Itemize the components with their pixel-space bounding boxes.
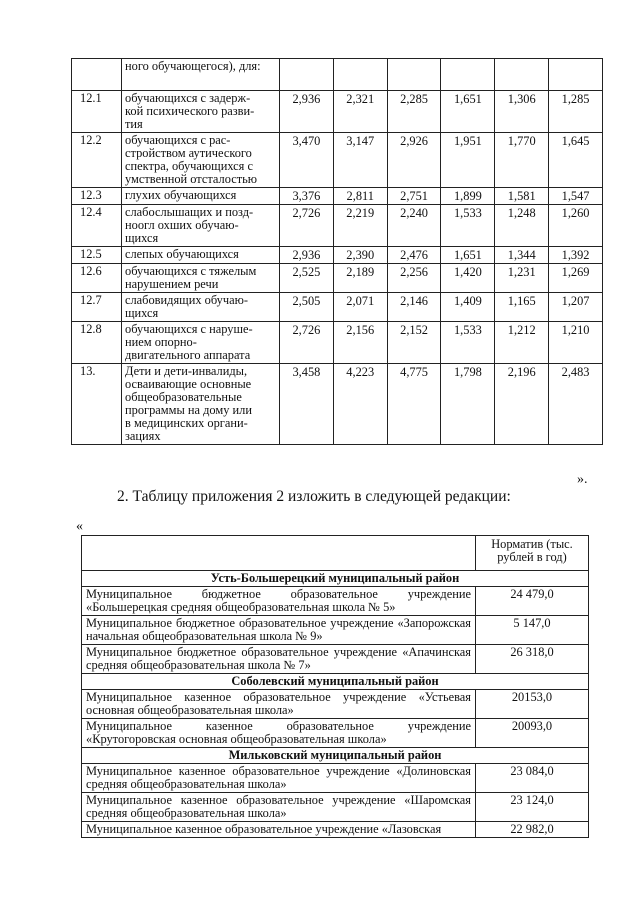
value-cell: 1,165 [495,293,549,322]
table-row [72,91,603,133]
school-name: Муниципальное бюджетное образовательное учреждение «Апачинская средняя общеобразовательная школа № 7» [82,645,476,674]
value-cell: 2,240 [387,205,441,247]
value-cell: 2,156 [333,322,387,364]
value-cell: 2,189 [333,264,387,293]
value-cell: 1,392 [549,247,603,264]
value-cell: 3,470 [280,133,334,188]
school-name: Муниципальное бюджетное образовательное учреждение «Большерецкая средняя общеобразовательная школа № 5» [82,587,476,616]
value-cell: 1,344 [495,247,549,264]
section-heading: 2. Таблицу приложения 2 изложить в следующей редакции: [117,488,511,505]
value-cell: 2,146 [387,293,441,322]
value-cell: 1,212 [495,322,549,364]
school-name: Муниципальное казенное образовательное учреждение «Долиновская средняя общеобразовательная школа» [82,764,476,793]
table-row [82,645,589,674]
row-description: обучающихся с тяжелым нарушением речи [122,264,280,293]
school-name: Муниципальное казенное образовательное учреждение «Лазовская [82,822,476,838]
value-cell: 1,951 [441,133,495,188]
table-row [82,719,589,748]
table-row [72,293,603,322]
district-name: Усть-Большерецкий муниципальный район [82,571,589,587]
value-cell: 1,899 [441,188,495,205]
school-norm: 20093,0 [476,719,589,748]
value-cell: 1,210 [549,322,603,364]
district-row [82,674,589,690]
table-row [72,247,603,264]
row-number: 12.6 [72,264,122,293]
value-cell: 1,547 [549,188,603,205]
value-cell: 3,376 [280,188,334,205]
row-number: 12.2 [72,133,122,188]
value-cell: 4,775 [387,364,441,445]
value-cell: 2,476 [387,247,441,264]
row-number: 12.8 [72,322,122,364]
value-cell: 2,525 [280,264,334,293]
value-cell: 1,260 [549,205,603,247]
value-cell: 1,798 [441,364,495,445]
table-row [72,322,603,364]
value-cell: 1,770 [495,133,549,188]
row-description: слабовидящих обучаю- щихся [122,293,280,322]
table-row [82,690,589,719]
school-norm: 23 084,0 [476,764,589,793]
value-cell: 1,651 [441,247,495,264]
value-cell: 2,256 [387,264,441,293]
table-row [82,587,589,616]
value-cell: 2,285 [387,91,441,133]
value-cell: 4,223 [333,364,387,445]
value-cell: 1,306 [495,91,549,133]
row-description: глухих обучающихся [122,188,280,205]
value-cell: 1,581 [495,188,549,205]
district-name: Соболевский муниципальный район [82,674,589,690]
row-number: 12.5 [72,247,122,264]
value-cell: 2,390 [333,247,387,264]
value-cell: 3,147 [333,133,387,188]
value-cell: 2,936 [280,91,334,133]
column-header-norm: Норматив (тыс. рублей в год) [476,536,589,571]
opening-quote: « [76,519,83,534]
school-name: Муниципальное казенное образовательное учреждение «Крутогоровская основная общеобразовательная школа» [82,719,476,748]
closing-quote: ». [577,472,588,487]
table-row [72,133,603,188]
value-cell: 2,936 [280,247,334,264]
value-cell: 2,505 [280,293,334,322]
row-number: 12.4 [72,205,122,247]
table-row [82,793,589,822]
district-row [82,748,589,764]
table-row [72,205,603,247]
school-name: Муниципальное казенное образовательное учреждение «Шаромская средняя общеобразовательная школа» [82,793,476,822]
value-cell: 1,248 [495,205,549,247]
value-cell: 1,533 [441,205,495,247]
row-number: 12.7 [72,293,122,322]
district-name: Мильковский муниципальный район [82,748,589,764]
value-cell: 2,726 [280,205,334,247]
value-cell: 2,196 [495,364,549,445]
school-norm: 26 318,0 [476,645,589,674]
value-cell: 2,811 [333,188,387,205]
schools-table [81,535,589,838]
school-norm: 23 124,0 [476,793,589,822]
value-cell: 2,926 [387,133,441,188]
value-cell: 1,207 [549,293,603,322]
table-header-row [82,536,589,571]
table-row [82,822,589,838]
table-row [72,264,603,293]
value-cell: 2,219 [333,205,387,247]
row-description: Дети и дети-инвалиды, осваивающие основные общеобразовательные программы на дому или в медицинских органи- зациях [122,364,280,445]
school-norm: 22 982,0 [476,822,589,838]
value-cell: 1,285 [549,91,603,133]
table-row [72,364,603,445]
row-description: обучающихся с задерж- кой психического разви- тия [122,91,280,133]
row-description: обучающихся с рас- стройством аутического спектра, обучающихся с умственной отсталостью [122,133,280,188]
value-cell: 1,409 [441,293,495,322]
school-name: Муниципальное казенное образовательное учреждение «Устьевая основная общеобразовательная школа» [82,690,476,719]
value-cell: 2,751 [387,188,441,205]
table-row [82,616,589,645]
school-norm: 20153,0 [476,690,589,719]
table-row [82,764,589,793]
value-cell: 2,726 [280,322,334,364]
row-number: 12.1 [72,91,122,133]
table-row [72,59,603,91]
row-description: обучающихся с наруше- нием опорно- двигательного аппарата [122,322,280,364]
row-number [72,59,122,91]
row-number: 13. [72,364,122,445]
value-cell: 1,645 [549,133,603,188]
normatives-table [71,58,603,445]
school-norm: 5 147,0 [476,616,589,645]
value-cell: 1,533 [441,322,495,364]
value-cell: 1,420 [441,264,495,293]
school-name: Муниципальное бюджетное образовательное учреждение «Запорожская начальная общеобразовательная школа № 9» [82,616,476,645]
row-description: ного обучающегося), для: [122,59,280,91]
school-norm: 24 479,0 [476,587,589,616]
value-cell: 2,321 [333,91,387,133]
row-description: слепых обучающихся [122,247,280,264]
value-cell: 3,458 [280,364,334,445]
value-cell: 1,651 [441,91,495,133]
value-cell: 2,071 [333,293,387,322]
row-description: слабослышащих и позд- ноогл охших обучаю- щихся [122,205,280,247]
value-cell: 1,269 [549,264,603,293]
value-cell: 2,483 [549,364,603,445]
district-row [82,571,589,587]
value-cell: 2,152 [387,322,441,364]
row-number: 12.3 [72,188,122,205]
value-cell: 1,231 [495,264,549,293]
table-row [72,188,603,205]
